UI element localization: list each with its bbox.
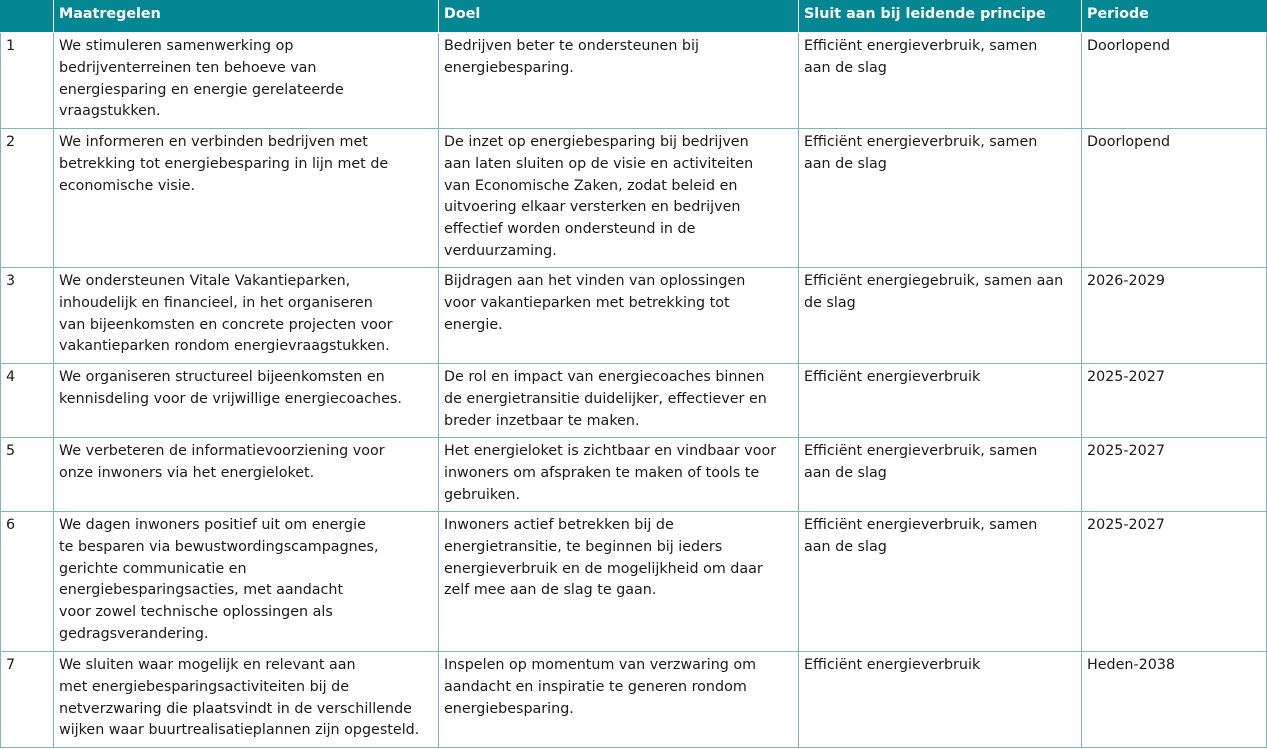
cell-doel: Inwoners actief betrekken bij de energietransitie, te beginnen bij ieders energieverbruik en de mogelijkheid om daar zelf mee aan de slag te gaan. bbox=[439, 512, 799, 652]
cell-maatregel: We sluiten waar mogelijk en relevant aan met energiebesparingsactiviteiten bij de netverzwaring die plaatsvindt in de verschillende wijken waar buurtrealisatieplannen zijn opgesteld. bbox=[54, 652, 439, 748]
cell-principe: Efficiënt energieverbruik, samen aan de slag bbox=[799, 129, 1082, 268]
cell-maatregel: We organiseren structureel bijeenkomsten en kennisdeling voor de vrijwillige energiecoaches. bbox=[54, 364, 439, 438]
cell-doel: Bedrijven beter te ondersteunen bij energiebesparing. bbox=[439, 33, 799, 129]
cell-principe: Efficiënt energiegebruik, samen aan de slag bbox=[799, 268, 1082, 364]
cell-number: 4 bbox=[1, 364, 54, 438]
cell-doel: Inspelen op momentum van verzwaring om aandacht en inspiratie te generen rondom energiebesparing. bbox=[439, 652, 799, 748]
table-row bbox=[1, 438, 1267, 512]
table-row bbox=[1, 33, 1267, 129]
cell-periode: Doorlopend bbox=[1082, 33, 1267, 129]
cell-principe: Efficiënt energieverbruik, samen aan de slag bbox=[799, 33, 1082, 129]
header-doel: Doel bbox=[439, 0, 799, 33]
header-principe: Sluit aan bij leidende principe bbox=[799, 0, 1082, 33]
cell-principe: Efficiënt energieverbruik bbox=[799, 364, 1082, 438]
cell-periode: 2025-2027 bbox=[1082, 512, 1267, 652]
header-periode: Periode bbox=[1082, 0, 1267, 33]
cell-principe: Efficiënt energieverbruik, samen aan de slag bbox=[799, 512, 1082, 652]
cell-doel: De rol en impact van energiecoaches binnen de energietransitie duidelijker, effectiever en breder inzetbaar te maken. bbox=[439, 364, 799, 438]
header-maatregelen: Maatregelen bbox=[54, 0, 439, 33]
table-row bbox=[1, 268, 1267, 364]
cell-periode: Heden-2038 bbox=[1082, 652, 1267, 748]
cell-number: 5 bbox=[1, 438, 54, 512]
cell-doel: Het energieloket is zichtbaar en vindbaar voor inwoners om afspraken te maken of tools te gebruiken. bbox=[439, 438, 799, 512]
table-row bbox=[1, 652, 1267, 748]
cell-periode: 2025-2027 bbox=[1082, 438, 1267, 512]
cell-maatregel: We ondersteunen Vitale Vakantieparken, inhoudelijk en financieel, in het organiseren van bijeenkomsten en concrete projecten voor vakantieparken rondom energievraagstukken. bbox=[54, 268, 439, 364]
cell-maatregel: We verbeteren de informatievoorziening voor onze inwoners via het energieloket. bbox=[54, 438, 439, 512]
cell-maatregel: We informeren en verbinden bedrijven met betrekking tot energiebesparing in lijn met de economische visie. bbox=[54, 129, 439, 268]
cell-maatregel: We dagen inwoners positief uit om energie te besparen via bewustwordingscampagnes, gerichte communicatie en energiebesparingsacties, met aandacht voor zowel technische oplossingen als gedragsverandering. bbox=[54, 512, 439, 652]
cell-principe: Efficiënt energieverbruik bbox=[799, 652, 1082, 748]
cell-doel: Bijdragen aan het vinden van oplossingen voor vakantieparken met betrekking tot energie. bbox=[439, 268, 799, 364]
cell-number: 6 bbox=[1, 512, 54, 652]
table-row bbox=[1, 129, 1267, 268]
cell-number: 2 bbox=[1, 129, 54, 268]
cell-number: 3 bbox=[1, 268, 54, 364]
table-row bbox=[1, 512, 1267, 652]
cell-periode: 2026-2029 bbox=[1082, 268, 1267, 364]
cell-periode: 2025-2027 bbox=[1082, 364, 1267, 438]
table-row bbox=[1, 364, 1267, 438]
cell-periode: Doorlopend bbox=[1082, 129, 1267, 268]
cell-principe: Efficiënt energieverbruik, samen aan de slag bbox=[799, 438, 1082, 512]
cell-number: 1 bbox=[1, 33, 54, 129]
cell-number: 7 bbox=[1, 652, 54, 748]
header-number bbox=[1, 0, 54, 33]
cell-maatregel: We stimuleren samenwerking op bedrijventerreinen ten behoeve van energiesparing en energie gerelateerde vraagstukken. bbox=[54, 33, 439, 129]
table-header-row bbox=[1, 0, 1267, 33]
cell-doel: De inzet op energiebesparing bij bedrijven aan laten sluiten op de visie en activiteiten van Economische Zaken, zodat beleid en uitvoering elkaar versterken en bedrijven effectief worden ondersteund in de verduurzaming. bbox=[439, 129, 799, 268]
